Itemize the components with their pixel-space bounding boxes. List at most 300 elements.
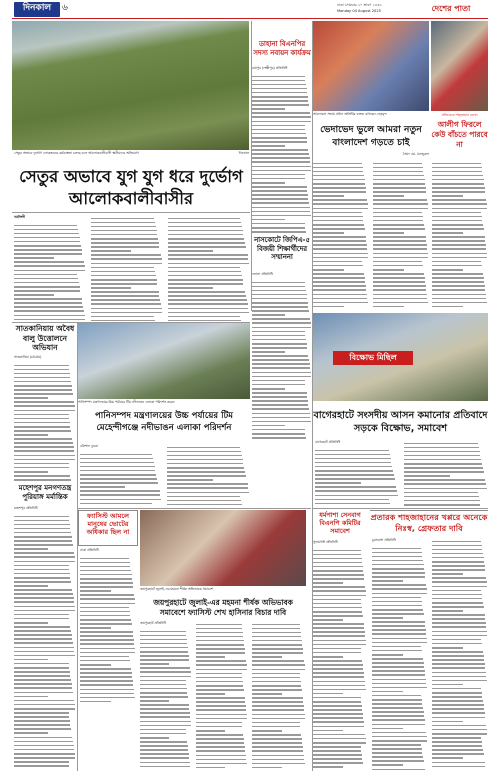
body-text-line	[252, 433, 305, 435]
fraud-body-col1	[372, 545, 428, 771]
body-text-line	[252, 429, 305, 431]
masthead	[0, 0, 500, 20]
body-text-line	[14, 233, 79, 235]
body-text-line	[252, 730, 282, 732]
body-text-line	[252, 632, 301, 634]
body-text-line	[313, 672, 364, 674]
body-text-line	[196, 738, 244, 740]
body-text-line	[14, 651, 74, 653]
body-text-line	[91, 226, 156, 228]
body-text-line	[80, 566, 130, 568]
body-text-line	[91, 246, 159, 248]
body-text-line	[313, 244, 367, 246]
body-text-line	[315, 458, 391, 460]
body-text-line	[80, 631, 133, 633]
body-text-line	[373, 224, 424, 226]
body-text-line	[252, 709, 304, 711]
body-text-line	[313, 758, 362, 760]
body-text-line	[373, 203, 428, 205]
main-body-col2	[91, 215, 163, 322]
body-text-line	[168, 312, 249, 314]
body-text-line	[252, 384, 305, 386]
body-text-line	[252, 628, 300, 630]
body-text-line	[252, 718, 305, 720]
body-text-line	[168, 316, 240, 318]
body-text-line	[432, 573, 463, 575]
body-text-line	[196, 742, 244, 744]
body-text-line	[432, 725, 486, 727]
body-text-line	[432, 606, 484, 608]
body-text-line	[432, 289, 485, 291]
body-text-line	[196, 648, 245, 650]
body-text-line	[432, 224, 483, 226]
body-text-line	[168, 271, 241, 273]
body-text-line	[80, 701, 111, 703]
satkania-headline: সাতকানিয়ায় অবৈধ বালু উত্তোলনে অভিযান	[15, 324, 75, 352]
body-text-line	[372, 707, 423, 709]
body-text-line	[14, 229, 78, 231]
body-text-line	[14, 679, 71, 681]
body-text-line	[252, 669, 305, 671]
body-text-line	[80, 499, 161, 501]
body-text-line	[80, 482, 158, 484]
body-text-line	[252, 298, 307, 300]
top-right-photo	[313, 21, 429, 111]
body-text-line	[252, 116, 311, 118]
body-text-line	[80, 615, 130, 617]
body-text-line	[432, 203, 487, 205]
body-text-line	[313, 203, 368, 205]
body-text-line	[14, 577, 70, 579]
body-text-line	[432, 285, 485, 287]
body-text-line	[373, 195, 404, 197]
body-text-line	[168, 222, 241, 224]
dhaka-bnp-byline: রায়পুর (লক্ষ্মীপুর) প্রতিনিধি	[252, 66, 288, 70]
body-text-line	[373, 240, 426, 242]
body-text-line	[432, 733, 487, 735]
body-text-line	[167, 500, 241, 502]
body-text-line	[14, 253, 82, 255]
top-right-body-col2	[373, 160, 429, 310]
bottom-center-caption: জয়পুরহাটে জুলাই-এর মহমনা শীর্ষক অভিভাবক সমাবেশ	[140, 587, 213, 591]
body-text-line	[14, 405, 75, 407]
body-text-line	[168, 283, 243, 285]
body-text-line	[432, 212, 481, 214]
body-text-line	[14, 245, 81, 247]
body-text-line	[252, 376, 311, 378]
body-text-line	[252, 681, 301, 683]
body-text-line	[140, 655, 189, 657]
body-text-line	[14, 556, 75, 558]
main-byline: নরসিংদী	[14, 215, 25, 219]
body-text-line	[168, 303, 248, 305]
body-text-line	[372, 588, 427, 590]
body-text-line	[14, 741, 73, 743]
body-text-line	[372, 695, 421, 697]
bagerhat-byline: বাগেরহাট প্রতিনিধি	[315, 440, 341, 444]
body-text-line	[80, 503, 152, 505]
river-headline: পানিসম্পদ মন্ত্রণালয়ের উচ্চ পর্যায়ের টিম মেহেন্দীগঞ্জে নদীভাঙন এলাকা পরিদর্শন	[94, 411, 234, 433]
body-text-line	[373, 212, 422, 214]
body-text-line	[14, 540, 72, 542]
bagerhat-banner-text: বিক্ষোভ মিছিল	[349, 353, 397, 362]
main-photo-credit: দিনকাল	[238, 151, 249, 155]
body-text-line	[313, 611, 362, 613]
body-text-line	[14, 732, 48, 734]
body-text-line	[14, 225, 77, 227]
body-text-line	[432, 676, 486, 678]
body-text-line	[168, 279, 243, 281]
body-text-line	[80, 578, 132, 580]
body-text-line	[140, 667, 190, 669]
body-text-line	[252, 327, 311, 329]
body-text-line	[372, 556, 422, 558]
body-text-line	[313, 713, 363, 715]
body-text-line	[432, 557, 484, 559]
mahalpur-byline: মহেশপুর প্রতিনিধি	[14, 506, 38, 510]
body-text-line	[91, 250, 131, 252]
body-text-line	[252, 282, 305, 284]
body-text-line	[168, 287, 213, 289]
body-text-line	[313, 236, 366, 238]
body-text-line	[313, 664, 363, 666]
body-text-line	[14, 663, 69, 665]
body-text-line	[372, 728, 403, 730]
body-text-line	[80, 490, 160, 492]
body-text-line	[372, 691, 403, 693]
body-text-line	[168, 308, 248, 310]
body-text-line	[432, 545, 482, 547]
body-text-line	[80, 454, 152, 456]
body-text-line	[196, 677, 242, 679]
body-text-line	[196, 697, 245, 699]
body-text-line	[432, 651, 483, 653]
body-text-line	[252, 194, 308, 196]
body-text-line	[252, 198, 308, 200]
body-text-line	[167, 496, 240, 498]
body-text-line	[14, 385, 72, 387]
body-text-line	[168, 254, 248, 256]
body-text-line	[167, 463, 243, 465]
body-text-line	[432, 175, 483, 177]
mahalpur-headline: মহেশপুর মনগণতন্ত্র পুরিয়াঙ্গ মর্মান্তিক	[18, 484, 72, 501]
body-text-line	[313, 640, 366, 642]
body-text-line	[404, 496, 479, 498]
river-photo	[78, 323, 250, 399]
body-text-line	[315, 462, 391, 464]
body-text-line	[14, 306, 83, 308]
body-text-line	[168, 242, 245, 244]
body-text-line	[372, 683, 426, 685]
body-text-line	[14, 675, 70, 677]
body-text-line	[372, 564, 424, 566]
body-text-line	[432, 183, 484, 185]
body-text-line	[432, 614, 485, 616]
body-text-line	[372, 666, 424, 668]
body-text-line	[196, 755, 246, 757]
body-text-line	[432, 598, 482, 600]
body-text-line	[252, 763, 305, 765]
body-text-line	[372, 662, 424, 664]
body-text-line	[373, 285, 426, 287]
body-text-line	[313, 730, 343, 732]
body-text-line	[14, 381, 71, 383]
body-text-line	[167, 483, 248, 485]
body-text-line	[372, 576, 425, 578]
body-text-line	[14, 265, 85, 267]
body-text-line	[313, 562, 362, 564]
body-text-line	[252, 174, 305, 176]
body-text-line	[14, 708, 75, 710]
body-text-line	[80, 689, 134, 691]
body-text-line	[313, 648, 361, 650]
river-byline: বরিশাল ব্যুরো	[80, 444, 98, 448]
body-text-line	[14, 294, 54, 296]
body-text-line	[432, 171, 482, 173]
body-text-line	[372, 633, 426, 635]
body-text-line	[373, 269, 404, 271]
body-text-line	[432, 749, 483, 751]
body-text-line	[14, 369, 69, 371]
body-text-line	[252, 705, 304, 707]
body-text-line	[252, 170, 311, 172]
body-text-line	[373, 298, 427, 300]
body-text-line	[196, 714, 247, 716]
body-text-line	[252, 656, 282, 658]
body-text-line	[432, 635, 487, 637]
bagerhat-body-col2	[404, 440, 488, 507]
body-text-line	[313, 578, 364, 580]
body-text-line	[313, 285, 366, 287]
body-text-line	[432, 672, 486, 674]
body-text-line	[313, 681, 365, 683]
body-text-line	[432, 265, 482, 267]
body-text-line	[80, 494, 160, 496]
body-text-line	[140, 643, 187, 645]
body-text-line	[313, 570, 363, 572]
body-text-line	[140, 671, 191, 673]
body-text-line	[167, 467, 244, 469]
body-text-line	[14, 319, 85, 321]
body-text-line	[404, 455, 480, 457]
body-text-line	[14, 757, 75, 759]
body-text-line	[252, 664, 305, 666]
body-text-line	[80, 672, 132, 674]
body-text-line	[140, 766, 190, 768]
main-body-col1	[14, 222, 86, 322]
body-text-line	[168, 258, 248, 260]
body-text-line	[432, 294, 486, 296]
body-text-line	[91, 254, 161, 256]
body-text-line	[313, 208, 368, 210]
body-text-line	[252, 677, 300, 679]
body-text-line	[313, 668, 363, 670]
body-text-line	[432, 696, 482, 698]
body-text-line	[14, 434, 48, 436]
body-text-line	[14, 548, 48, 550]
body-text-line	[14, 593, 73, 595]
body-text-line	[432, 220, 482, 222]
body-text-line	[14, 749, 74, 751]
body-text-line	[404, 500, 480, 502]
body-text-line	[313, 685, 365, 687]
body-text-line	[14, 426, 70, 428]
body-text-line	[432, 586, 487, 588]
body-text-line	[432, 216, 482, 218]
dhanpur-headline: ধর্মপাশা সেনবাগ বিএনপি কমিটির সমাবেশ	[319, 511, 361, 536]
body-text-line	[140, 708, 189, 710]
body-text-line	[313, 615, 363, 617]
body-text-line	[313, 676, 364, 678]
body-text-line	[432, 745, 482, 747]
body-text-line	[432, 549, 482, 551]
body-text-line	[80, 603, 135, 605]
body-text-line	[313, 766, 343, 768]
body-text-line	[14, 671, 70, 673]
body-text-line	[373, 257, 428, 259]
body-text-line	[432, 684, 463, 686]
body-text-line	[372, 605, 422, 607]
body-text-line	[432, 626, 486, 628]
body-text-line	[14, 302, 82, 304]
body-text-line	[404, 483, 486, 485]
body-text-line	[14, 728, 71, 730]
body-text-line	[91, 299, 160, 301]
body-text-line	[252, 322, 311, 324]
body-text-line	[252, 166, 311, 168]
masthead-rule	[12, 18, 488, 19]
body-text-line	[313, 750, 361, 752]
body-text-line	[196, 734, 243, 736]
body-text-line	[14, 704, 75, 706]
body-text-line	[373, 273, 424, 275]
body-text-line	[404, 488, 487, 490]
body-text-line	[168, 295, 246, 297]
body-text-line	[14, 585, 48, 587]
body-text-line	[315, 450, 389, 452]
body-text-line	[14, 463, 69, 465]
body-text-line	[14, 278, 78, 280]
body-text-line	[196, 722, 242, 724]
body-text-line	[14, 765, 69, 767]
body-text-line	[14, 414, 69, 416]
body-text-line	[14, 365, 69, 367]
body-text-line	[14, 397, 48, 399]
body-text-line	[404, 451, 480, 453]
river-body-col2	[167, 444, 250, 507]
body-text-line	[252, 359, 309, 361]
body-text-line	[252, 417, 310, 419]
awami-headline: আলীগ ফিরলে কেউ বাঁচতে পারবে না	[431, 120, 488, 149]
body-text-line	[14, 257, 54, 259]
body-text-line	[80, 684, 133, 686]
body-text-line	[373, 216, 423, 218]
body-text-line	[252, 673, 300, 675]
body-text-line	[372, 621, 425, 623]
body-text-line	[252, 660, 304, 662]
body-text-line	[14, 422, 70, 424]
bottom-center-body-col2	[196, 621, 248, 771]
bottom-center-body-col1	[140, 628, 192, 771]
body-text-line	[432, 741, 482, 743]
body-text-line	[432, 594, 482, 596]
body-text-line	[91, 308, 162, 310]
body-text-line	[252, 746, 303, 748]
body-text-line	[404, 475, 450, 477]
body-text-line	[14, 642, 73, 644]
body-text-line	[14, 716, 69, 718]
body-text-line	[372, 609, 423, 611]
main-headline-rule	[12, 212, 250, 213]
body-text-line	[372, 548, 421, 550]
body-text-line	[252, 112, 310, 114]
body-text-line	[432, 302, 487, 304]
body-text-line	[196, 673, 242, 675]
body-text-line	[91, 312, 162, 314]
body-text-line	[14, 761, 69, 763]
body-text-line	[432, 753, 484, 755]
body-text-line	[432, 248, 486, 250]
body-text-line	[252, 624, 300, 626]
body-text-line	[372, 650, 422, 652]
body-text-line	[432, 717, 485, 719]
body-text-line	[14, 565, 69, 567]
body-text-line	[196, 681, 243, 683]
body-text-line	[80, 594, 134, 596]
body-text-line	[373, 289, 426, 291]
body-text-line	[252, 413, 310, 415]
body-text-line	[140, 647, 188, 649]
body-text-line	[252, 750, 303, 752]
body-text-line	[432, 277, 484, 279]
body-text-line	[14, 282, 79, 284]
body-text-line	[196, 763, 247, 765]
section-rule-3	[313, 508, 488, 509]
body-text-line	[432, 610, 463, 612]
body-text-line	[432, 655, 484, 657]
body-text-line	[14, 610, 75, 612]
body-text-line	[313, 248, 367, 250]
body-text-line	[14, 261, 84, 263]
body-text-line	[432, 704, 484, 706]
body-text-line	[91, 222, 155, 224]
body-text-line	[91, 291, 159, 293]
river-photo-caption: পানিসম্পদ মন্ত্রণালয়ের উচ্চ পর্যায়ের টিম নদীভাঙন এলাকা পরিদর্শন করেন	[78, 400, 175, 404]
body-text-line	[168, 238, 244, 240]
body-text-line	[140, 737, 169, 739]
body-text-line	[140, 631, 186, 633]
body-text-line	[432, 163, 481, 165]
body-text-line	[315, 482, 361, 484]
section-rule-2	[78, 508, 311, 509]
body-text-line	[14, 446, 74, 448]
body-text-line	[14, 310, 84, 312]
body-text-line	[252, 211, 310, 213]
body-text-line	[313, 623, 364, 625]
body-text-line	[432, 643, 482, 645]
body-text-line	[252, 372, 311, 374]
top-right-headline: ভেদাভেদ ভুলে আমরা নতুন বাংলাদেশ গড়তে চাই	[320, 124, 422, 148]
body-text-line	[14, 659, 48, 661]
body-text-line	[80, 619, 131, 621]
body-text-line	[167, 492, 249, 494]
body-text-line	[80, 582, 133, 584]
body-text-line	[313, 179, 365, 181]
body-text-line	[313, 599, 361, 601]
body-text-line	[252, 310, 309, 312]
body-text-line	[252, 88, 307, 90]
body-text-line	[373, 253, 428, 255]
